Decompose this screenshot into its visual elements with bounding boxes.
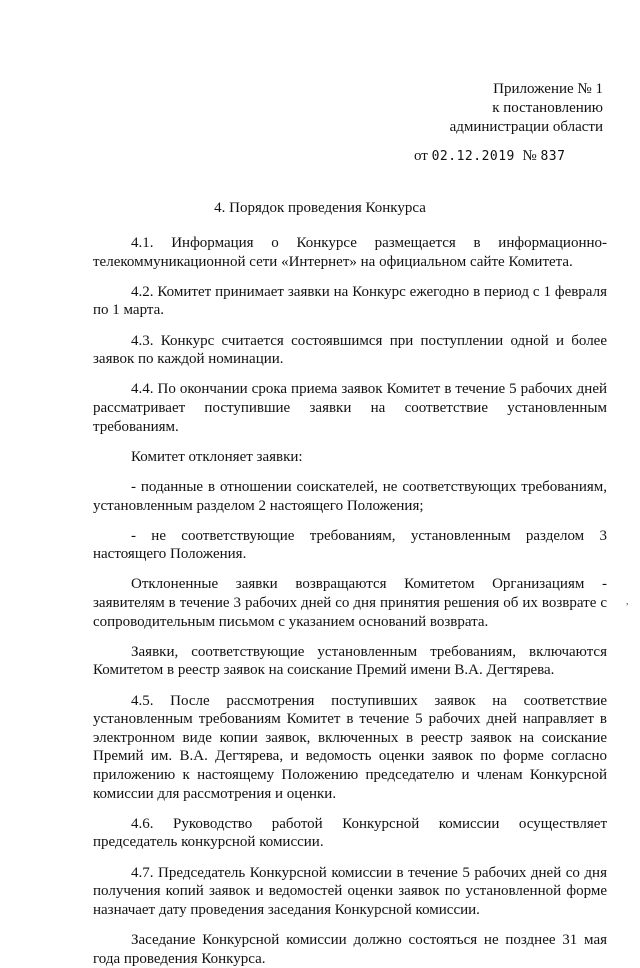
paragraph-4-6: 4.6. Руководство работой Конкурсной комиссии осуществляет председатель конкурсной комиссии. — [93, 815, 607, 851]
paragraph-rejection-item-1: - поданные в отношении соискателей, не соответствующих требованиям, установленным разделом 2 настоящего Положения; — [93, 478, 607, 514]
paragraph-rejection-item-2: - не соответствующие требованиям, установленным разделом 3 настоящего Положения. — [93, 527, 607, 563]
decree-number: 837 — [540, 149, 566, 164]
decree-number-sign: № — [522, 148, 537, 164]
section-title: 4. Порядок проведения Конкурса — [214, 200, 426, 216]
decree-reference — [414, 147, 565, 166]
paragraph-accepted-registry: Заявки, соответствующие установленным требованиям, включаются Комитетом в реестр заявок на соискание Премий имени В.А. Дегтярева. — [93, 643, 607, 679]
appendix-header — [450, 80, 603, 137]
paragraph-4-4: 4.4. По окончании срока приема заявок Комитет в течение 5 рабочих дней рассматривает поступившие заявки на соответствие установленным требованиям. — [93, 381, 607, 435]
margin-mark: , — [626, 596, 629, 607]
paragraph-rejected-return: Отклоненные заявки возвращаются Комитетом Организациям - заявителям в течение 3 рабочих дней со дня принятия решения об их возврате с сопроводительным письмом с указанием оснований возврата. — [93, 576, 607, 630]
paragraph-rejection-intro: Комитет отклоняет заявки: — [131, 448, 303, 465]
paragraph-4-7: 4.7. Председатель Конкурсной комиссии в течение 5 рабочих дней со дня получения копий заявок и ведомостей оценки заявок по установленной форме назначает дату проведения заседания Конкурсной комиссии. — [93, 864, 607, 918]
decree-date: 02.12.2019 — [431, 149, 515, 164]
paragraph-4-1: 4.1. Информация о Конкурсе размещается в информационно-телекоммуникационной сети «Интернет» на официальном сайте Комитета. — [93, 235, 607, 270]
paragraph-meeting-deadline: Заседание Конкурсной комиссии должно состояться не позднее 31 мая года проведения Конкурса. — [93, 931, 607, 967]
paragraph-4-3: 4.3. Конкурс считается состоявшимся при поступлении одной и более заявок по каждой номинации. — [93, 332, 607, 368]
paragraph-4-5: 4.5. После рассмотрения поступивших заявок на соответствие установленным требованиям Комитет в течение 5 рабочих дней направляет в электронном виде копии заявок, включенных в реестр заявок на соискание Премий им. В.А. Дегтярева, и ведомость оценки заявок по форме согласно приложению к настоящему Положению председателю и членам Конкурсной комиссии для рассмотрения и оценки. — [93, 692, 607, 802]
appendix-line-1: Приложение № 1 — [493, 81, 603, 97]
appendix-line-2: к постановлению — [492, 100, 603, 116]
paragraph-4-2: 4.2. Комитет принимает заявки на Конкурс ежегодно в период с 1 февраля по 1 марта. — [93, 283, 607, 319]
decree-prefix: от — [414, 148, 428, 164]
document-body — [93, 234, 607, 968]
appendix-line-3: администрации области — [449, 119, 603, 135]
